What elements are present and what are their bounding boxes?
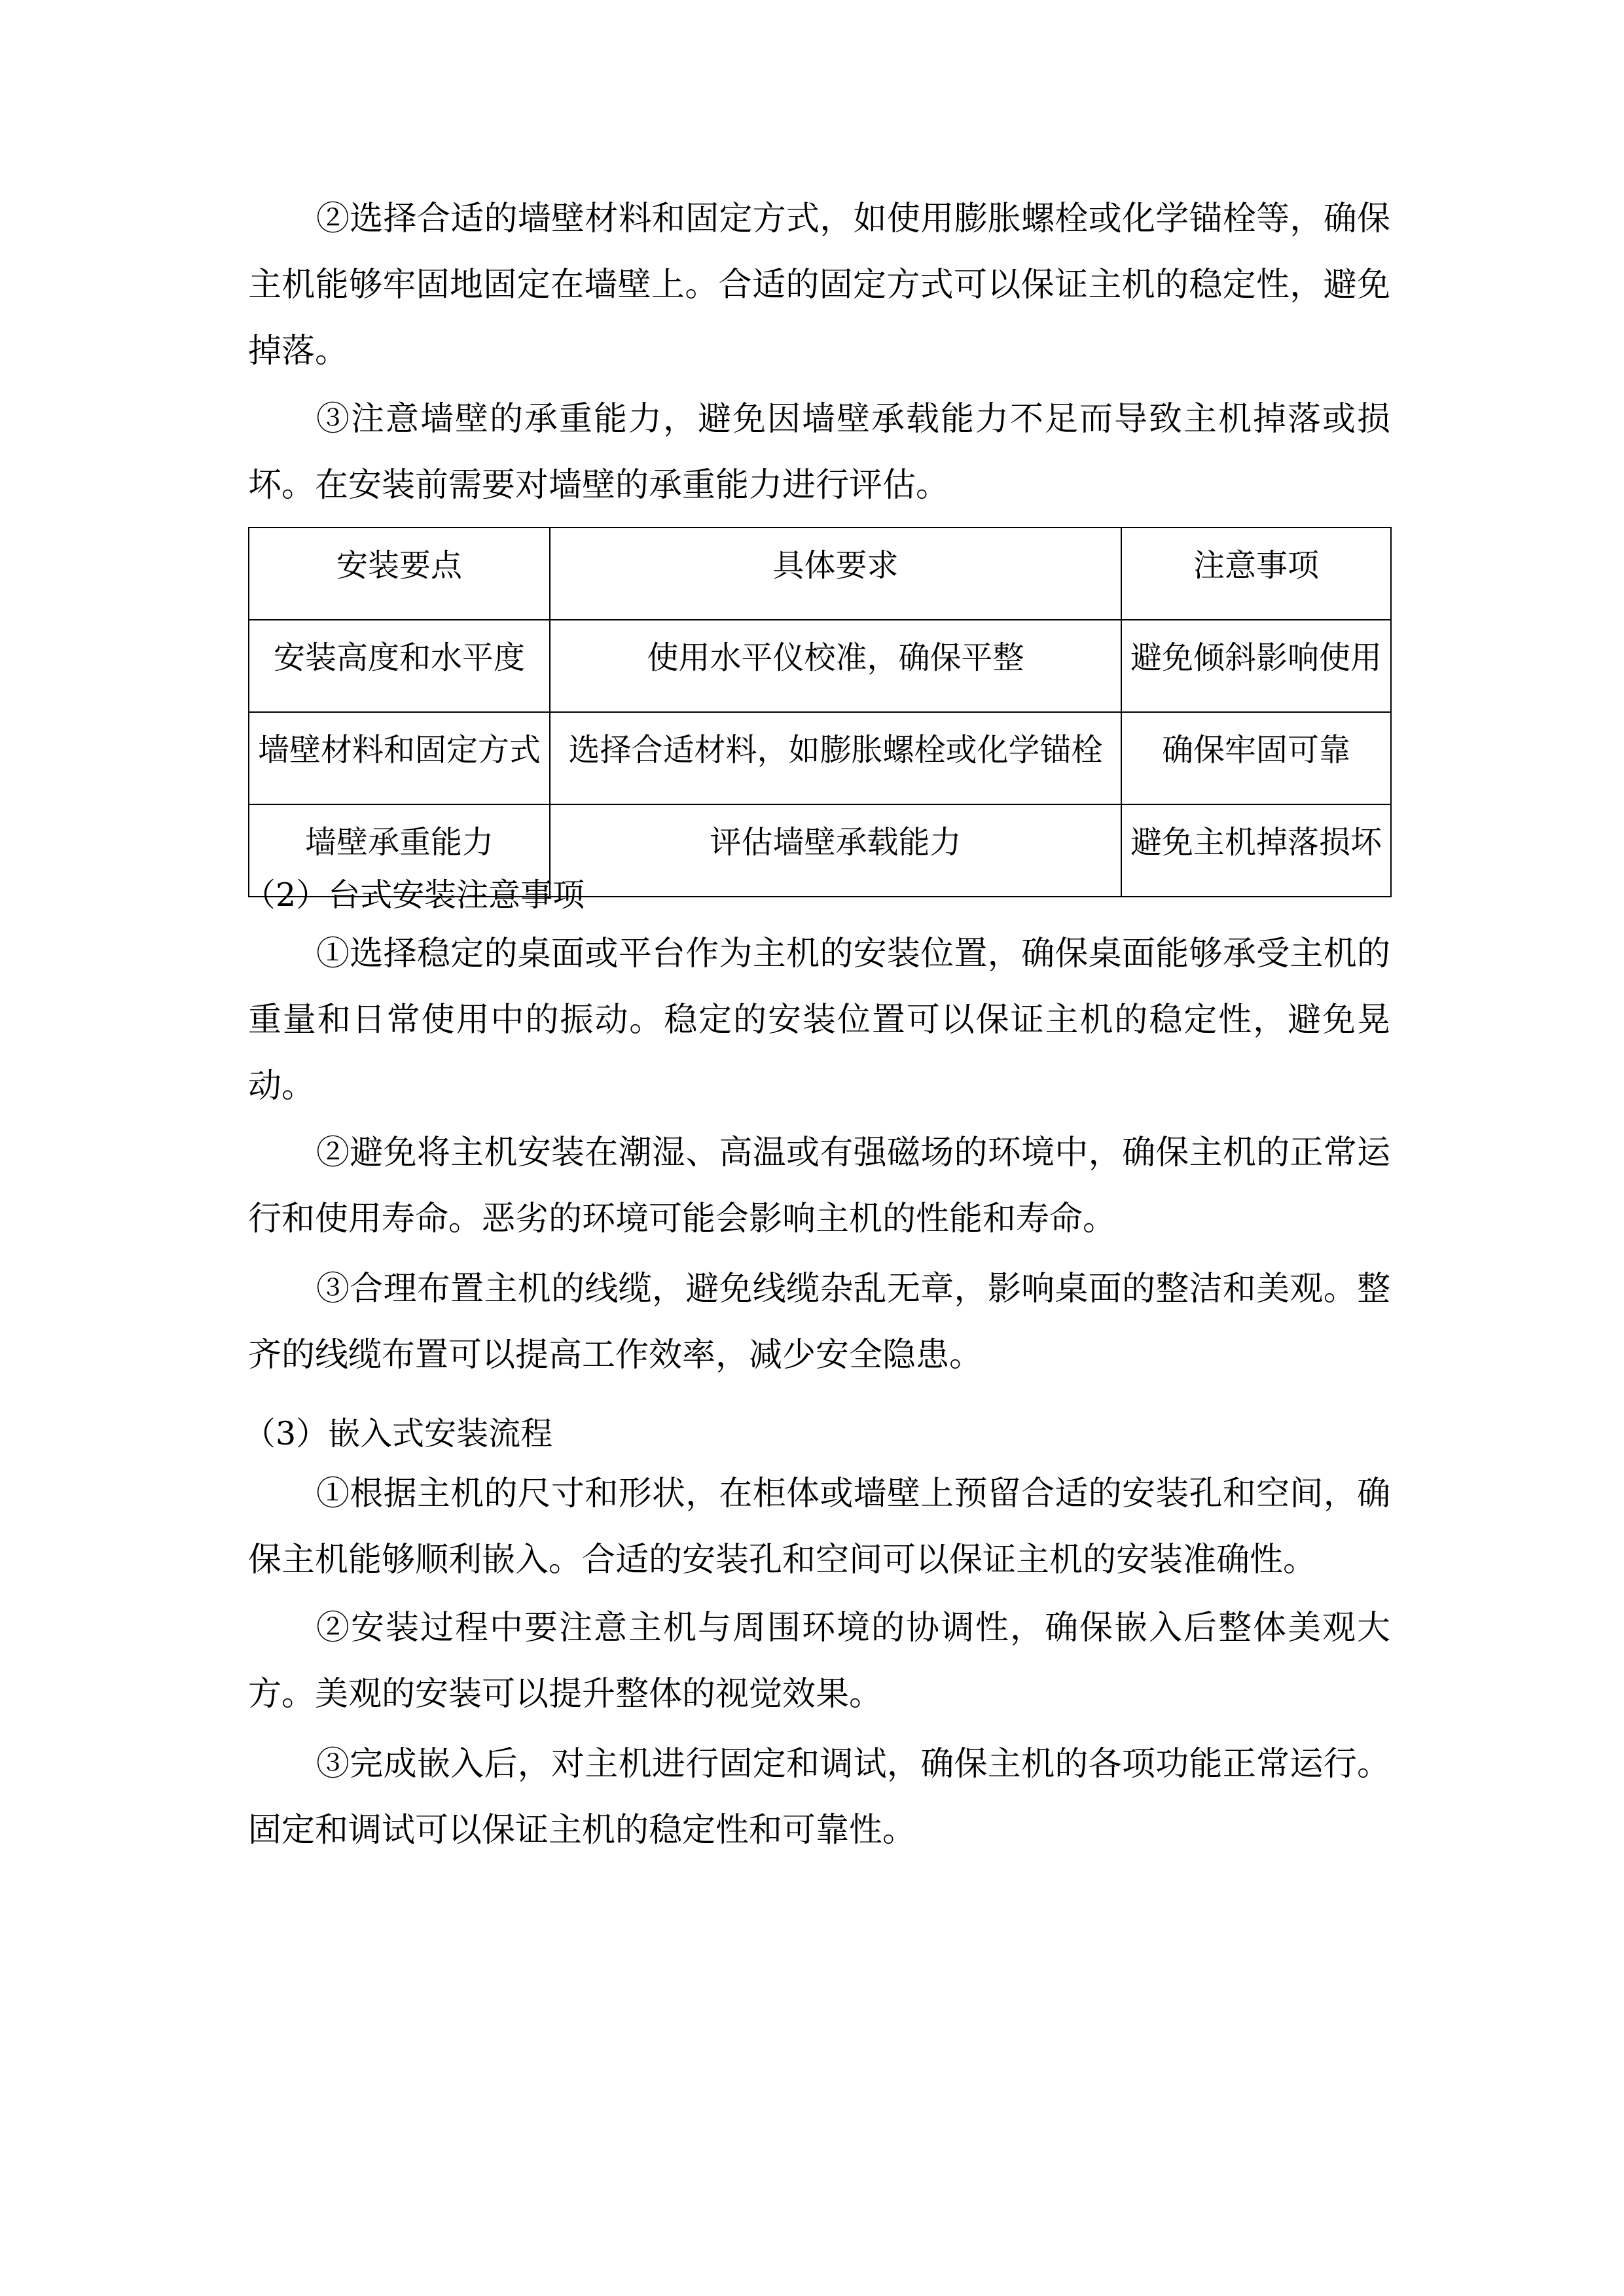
table-cell: 墙壁材料和固定方式: [249, 712, 550, 804]
table-cell: 墙壁承重能力: [249, 804, 550, 897]
table-row: [249, 620, 1391, 712]
installation-table: [248, 527, 1392, 897]
paragraph: ①根据主机的尺寸和形状，在柜体或墙壁上预留合适的安装孔和空间，确保主机能够顺利嵌入。合适的安装孔和空间可以保证主机的安装准确性。: [248, 1475, 1390, 1579]
table-cell: 评估墙壁承载能力: [550, 804, 1121, 897]
section-heading-embedded: （3）嵌入式安装流程: [244, 1415, 553, 1452]
table-cell: 避免主机掉落损坏: [1121, 804, 1391, 897]
paragraph: ③合理布置主机的线缆，避免线缆杂乱无章，影响桌面的整洁和美观。整齐的线缆布置可以提高工作效率，减少安全隐患。: [248, 1270, 1390, 1374]
table-header: 具体要求: [550, 528, 1121, 620]
table-cell: 确保牢固可靠: [1121, 712, 1391, 804]
section-heading-desktop: （2）台式安装注意事项: [244, 876, 585, 914]
table-cell: 安装高度和水平度: [249, 620, 550, 712]
table-row: [249, 712, 1391, 804]
paragraph: ②避免将主机安装在潮湿、高温或有强磁场的环境中，确保主机的正常运行和使用寿命。恶劣的环境可能会影响主机的性能和寿命。: [248, 1134, 1390, 1238]
table-cell: 避免倾斜影响使用: [1121, 620, 1391, 712]
table-cell: 选择合适材料，如膨胀螺栓或化学锚栓: [550, 712, 1121, 804]
table-header-row: [249, 528, 1391, 620]
paragraph: ②安装过程中要注意主机与周围环境的协调性，确保嵌入后整体美观大方。美观的安装可以提升整体的视觉效果。: [248, 1609, 1390, 1713]
table-header: 注意事项: [1121, 528, 1391, 620]
paragraph: ③完成嵌入后，对主机进行固定和调试，确保主机的各项功能正常运行。固定和调试可以保证主机的稳定性和可靠性。: [248, 1745, 1390, 1850]
table-header: 安装要点: [249, 528, 550, 620]
table-cell: 使用水平仪校准，确保平整: [550, 620, 1121, 712]
paragraph-wall-fixing: ②选择合适的墙壁材料和固定方式，如使用膨胀螺栓或化学锚栓等，确保主机能够牢固地固定在墙壁上。合适的固定方式可以保证主机的稳定性，避免掉落。: [248, 200, 1390, 370]
paragraph: ①选择稳定的桌面或平台作为主机的安装位置，确保桌面能够承受主机的重量和日常使用中的振动。稳定的安装位置可以保证主机的稳定性，避免晃动。: [248, 935, 1390, 1105]
paragraph-wall-load: ③注意墙壁的承重能力，避免因墙壁承载能力不足而导致主机掉落或损坏。在安装前需要对墙壁的承重能力进行评估。: [248, 400, 1390, 505]
